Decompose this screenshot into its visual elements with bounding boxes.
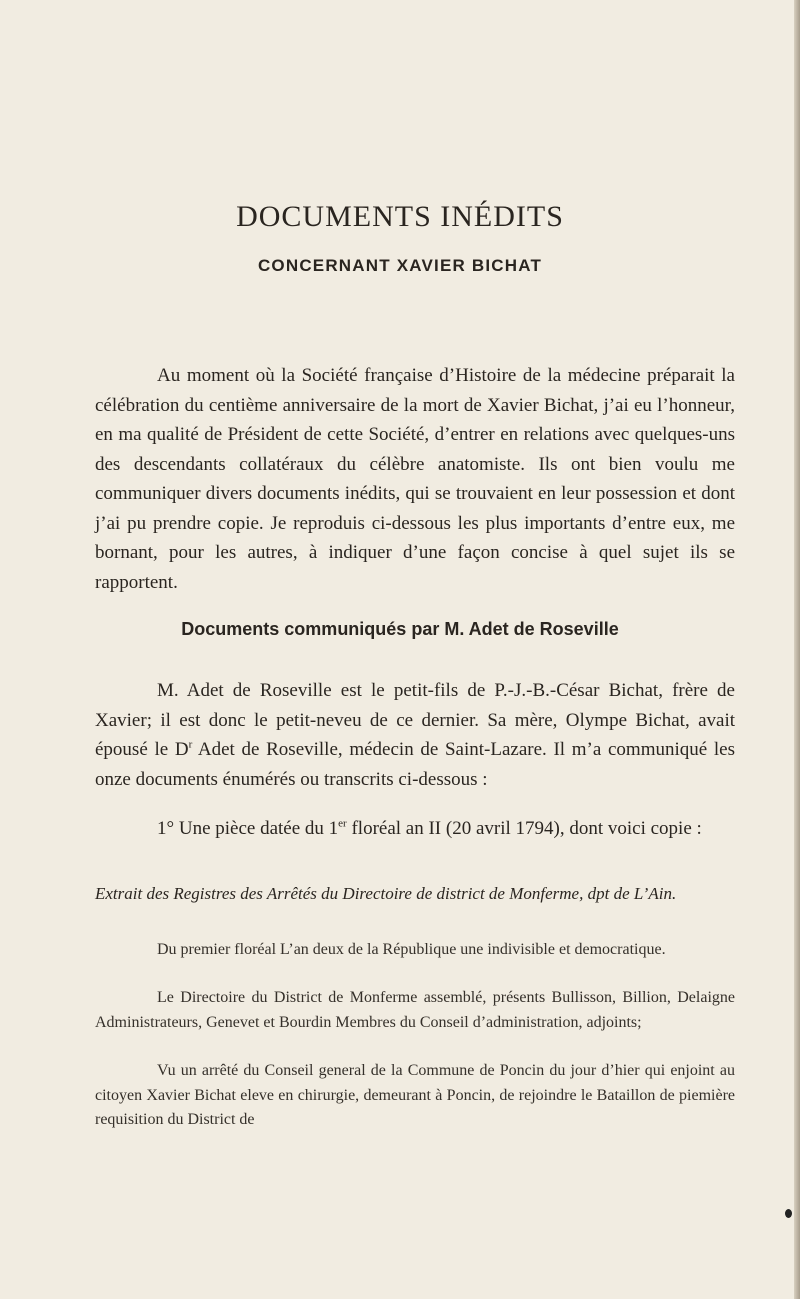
ink-speck <box>785 1209 792 1218</box>
intro-paragraph: Au moment où la Société française d’Histoire de la médecine préparait la célébration du centième anniversaire de la mort de Xavier Bichat, j’ai eu l’honneur, en ma qualité de Président de cette Société, d’entrer en relations avec quelques-uns des descendants collatéraux du célèbre anatomiste. Ils ont bien voulu me communiquer divers documents inédits, qui se trouvaient en leur possession et dont j’ai pu prendre copie. Je reproduis ci-dessous les plus importants d’entre eux, me bornant, pour les autres, à indiquer d’une façon concise à quel sujet ils se rapportent. <box>95 365 735 593</box>
item-1-text-b: floréal an II (20 avril 1794), dont voici copie : <box>346 818 702 839</box>
extract-paragraph-1: Du premier floréal L’an deux de la République une indivisible et democratique. <box>157 941 666 958</box>
document-subtitle: CONCERNANT XAVIER BICHAT <box>257 256 543 275</box>
extract-paragraph-2: Le Directoire du District de Monferme assemblé, présents Bullisson, Billion, Delaigne Administrateurs, Genevet et Bourdin Membres du Conseil d’administration, adjoints; <box>95 989 735 1031</box>
paragraph-adet-de-roseville <box>95 676 735 794</box>
section-heading: Documents communiqués par M. Adet de Roseville <box>181 619 619 639</box>
page-edge-shadow <box>794 0 800 1299</box>
item-1-text-a: 1° Une pièce datée du 1 <box>157 818 339 839</box>
extract-paragraph-3: Vu un arrêté du Conseil general de la Commune de Poncin du jour d’hier qui enjoint au citoyen Xavier Bichat eleve en chirurgie, demeurant à Poncin, de rejoindre le Bataillon de piemière requisition du District de <box>95 1062 735 1128</box>
document-title: DOCUMENTS INÉDITS <box>236 200 564 233</box>
item-1-superscript: er <box>338 817 347 830</box>
extract-title: Extrait des Registres des Arrêtés du Directoire de district de Monferme, dpt de L’Ain. <box>95 884 677 903</box>
item-1-paragraph <box>95 814 735 844</box>
paragraph-2-text-a: M. Adet de Roseville est le petit-fils de P.-J.-B.-César Bichat, frère de Xavier; il est donc le petit-neveu de ce dernier. Sa mère, Olympe Bichat, avait épousé le D <box>95 680 735 760</box>
paragraph-2-superscript: r <box>188 738 193 751</box>
paragraph-2-text-b: Adet de Roseville, médecin de Saint-Lazare. Il m’a communiqué les onze documents énumérés ou transcrits ci-dessous : <box>95 739 735 790</box>
